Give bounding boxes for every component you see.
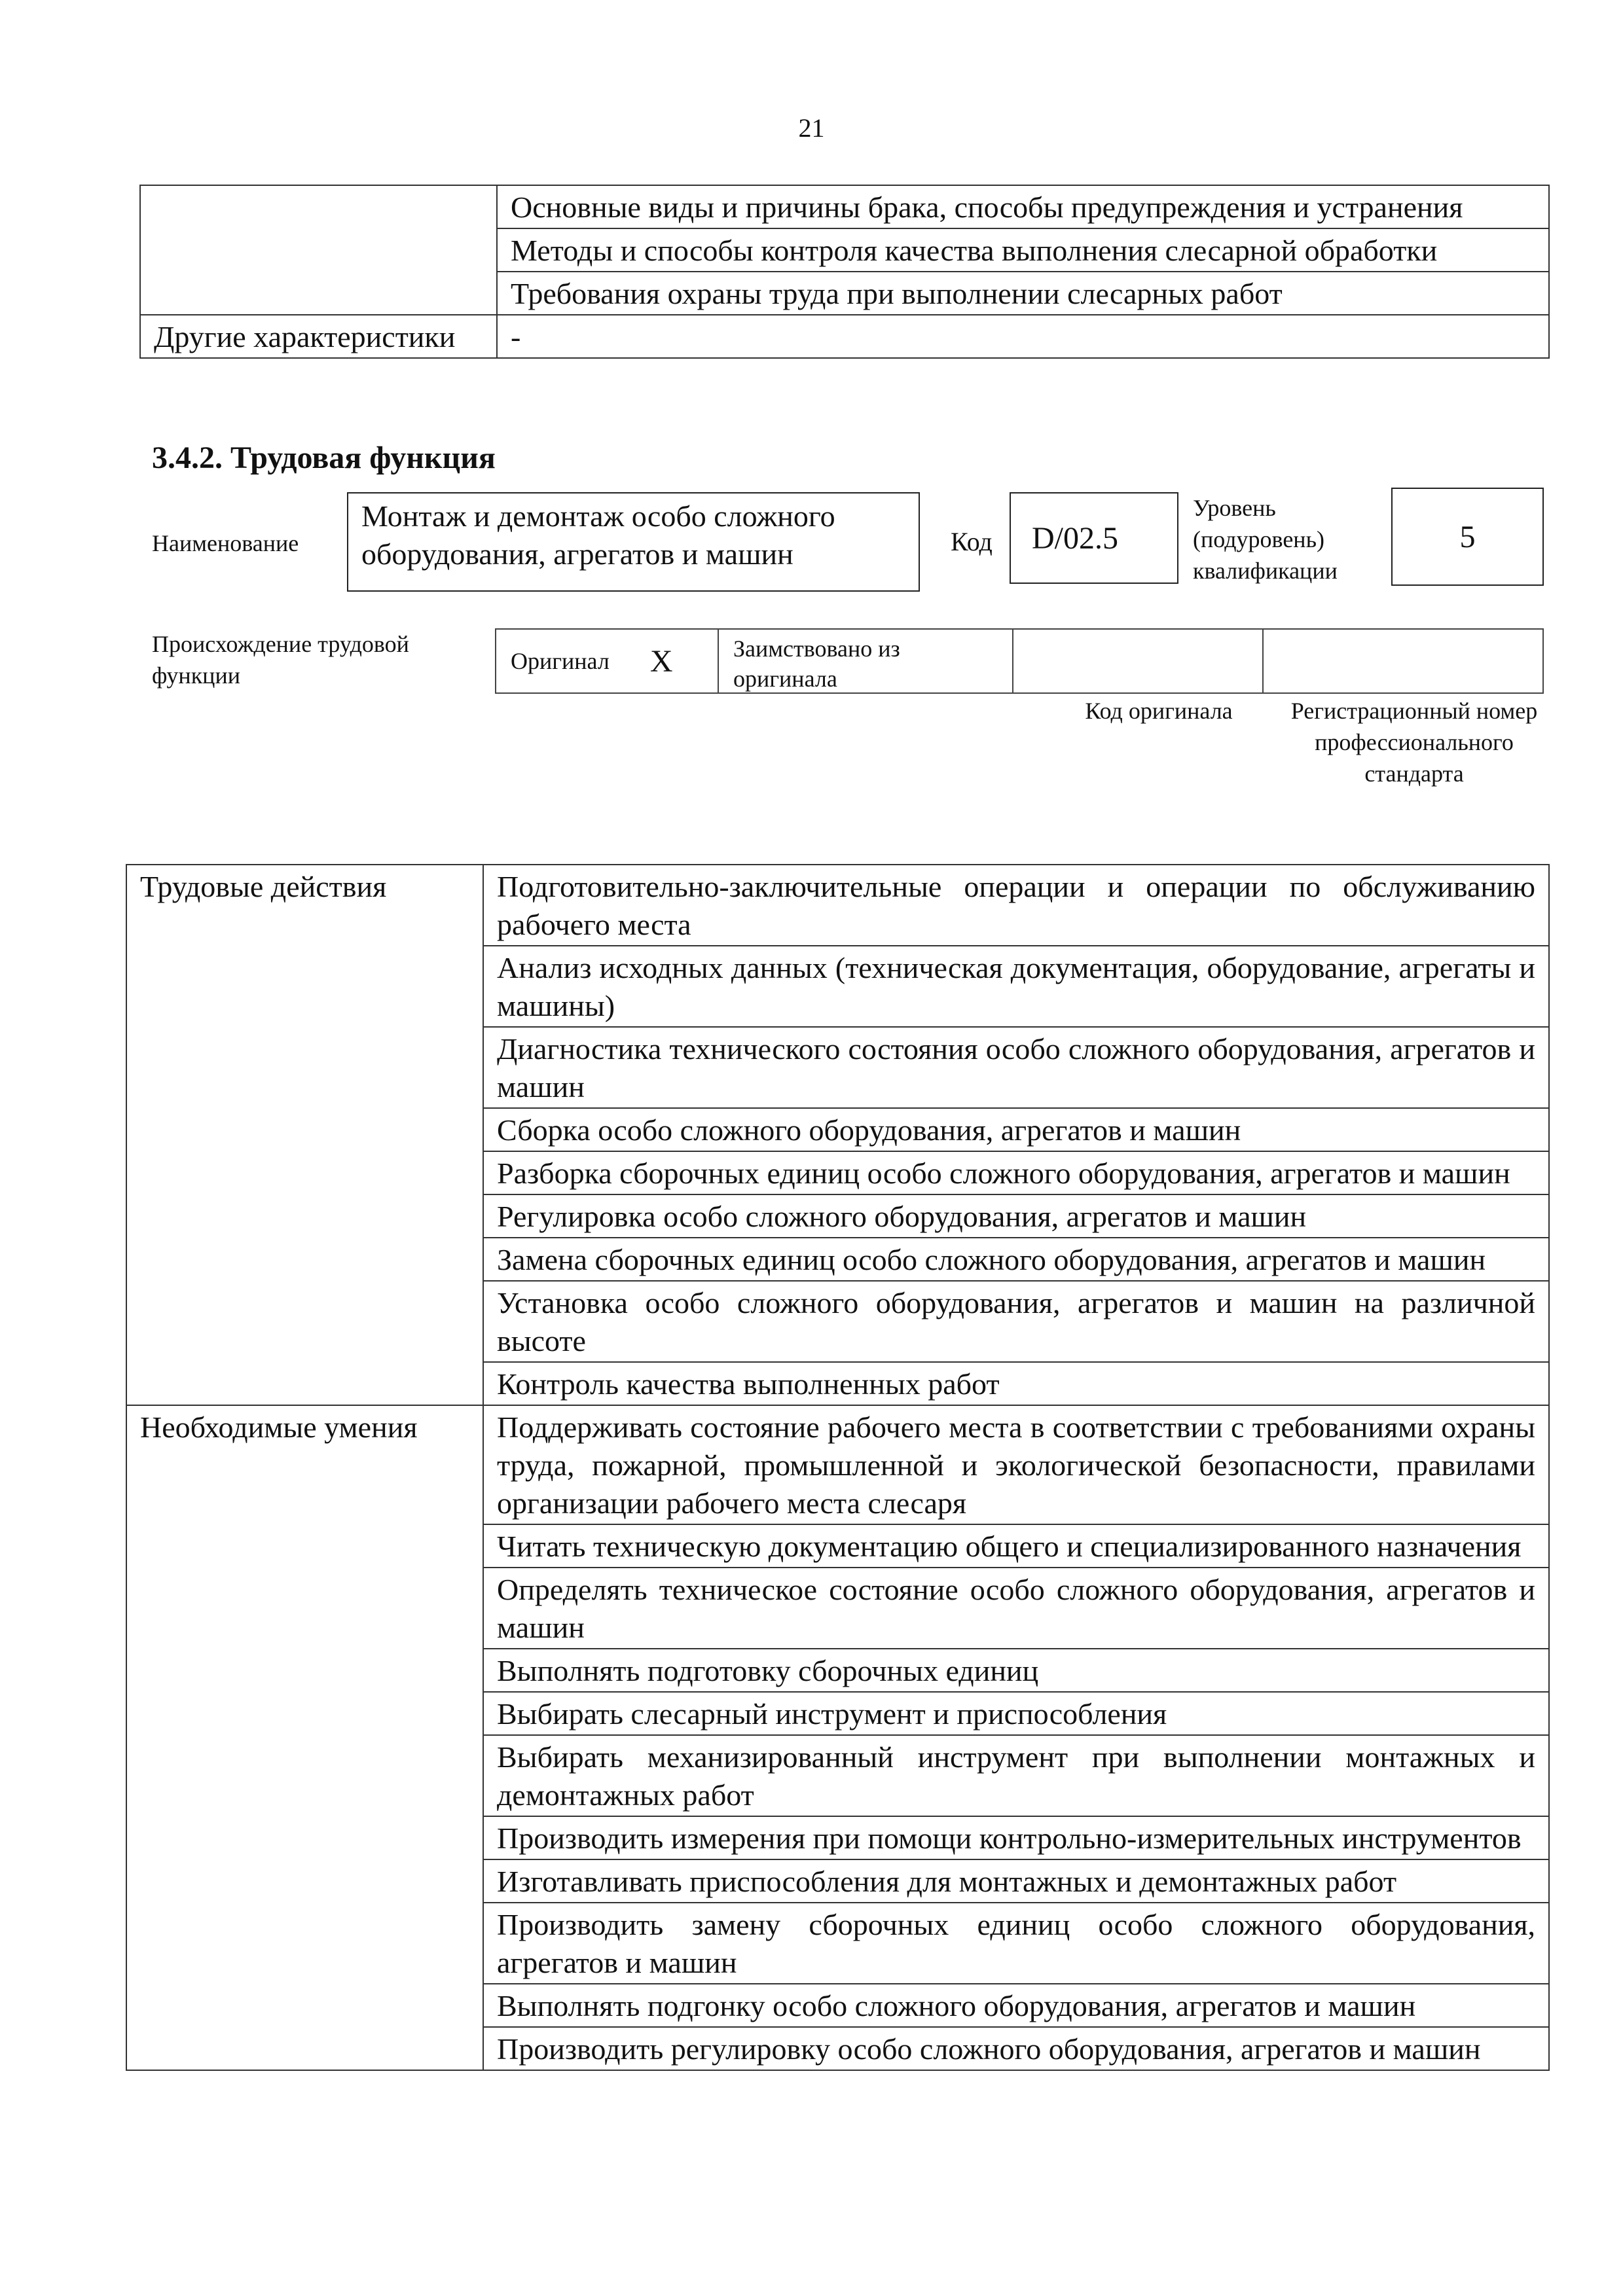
action-row: Контроль качества выполненных работ (483, 1362, 1549, 1405)
skills-label: Необходимые умения (126, 1405, 483, 2070)
origin-table (495, 628, 1544, 694)
skill-row: Выполнять подготовку сборочных единиц (483, 1649, 1549, 1692)
code-value-box (1010, 492, 1178, 584)
page-number: 21 (798, 113, 825, 143)
original-label: Оригинал (511, 648, 610, 674)
skill-row: Поддерживать состояние рабочего места в соответствии с требованиями охраны труда, пожарной, промышленной и экологической безопасности, правилами организации рабочего места слесаря (483, 1405, 1549, 1524)
other-characteristics-value: - (497, 315, 1549, 358)
original-code-label: Код оригинала (1085, 698, 1233, 724)
level-value-box (1391, 488, 1544, 586)
skill-row: Выполнять подгонку особо сложного оборудования, агрегатов и машин (483, 1984, 1549, 2027)
section-heading: 3.4.2. Трудовая функция (152, 440, 496, 475)
borrowed-label: Заимствовано из оригинала (733, 636, 900, 692)
name-value-box (347, 492, 920, 592)
action-row: Анализ исходных данных (техническая документация, оборудование, агрегаты и машины) (483, 946, 1549, 1027)
action-row: Замена сборочных единиц особо сложного оборудования, агрегатов и машин (483, 1238, 1549, 1281)
top-knowledge-table (139, 185, 1550, 359)
action-row: Сборка особо сложного оборудования, агрегатов и машин (483, 1108, 1549, 1151)
level-value: 5 (1459, 519, 1476, 554)
reg-number-cell (1264, 630, 1542, 692)
code-label: Код (951, 527, 993, 556)
origin-label: Происхождение трудовой функции (152, 631, 409, 689)
knowledge-row: Основные виды и причины брака, способы предупреждения и устранения (497, 185, 1549, 228)
name-value: Монтаж и демонтаж особо сложного оборудования, агрегатов и машин (361, 499, 835, 571)
other-characteristics-label: Другие характеристики (140, 315, 497, 358)
action-row: Диагностика технического состояния особо сложного оборудования, агрегатов и машин (483, 1027, 1549, 1108)
level-label: Уровень (подуровень) квалификации (1193, 495, 1338, 584)
skill-row: Выбирать слесарный инструмент и приспособления (483, 1692, 1549, 1735)
original-code-cell (1013, 630, 1264, 692)
action-row: Регулировка особо сложного оборудования, агрегатов и машин (483, 1194, 1549, 1238)
actions-label: Трудовые действия (126, 865, 483, 1405)
skill-row: Производить измерения при помощи контрольно-измерительных инструментов (483, 1816, 1549, 1859)
action-row: Установка особо сложного оборудования, агрегатов и машин на различной высоте (483, 1281, 1549, 1362)
skill-row: Производить замену сборочных единиц особо сложного оборудования, агрегатов и машин (483, 1903, 1549, 1984)
skill-row: Читать техническую документацию общего и специализированного назначения (483, 1524, 1549, 1568)
skill-row: Производить регулировку особо сложного оборудования, агрегатов и машин (483, 2027, 1549, 2070)
skill-row: Изготавливать приспособления для монтажных и демонтажных работ (483, 1859, 1549, 1903)
labor-function-table (126, 864, 1550, 2071)
original-cell (496, 630, 719, 692)
name-label: Наименование (152, 530, 299, 556)
reg-number-label: Регистрационный номер профессионального стандарта (1290, 698, 1538, 787)
borrowed-cell (719, 630, 1013, 692)
knowledge-row: Методы и способы контроля качества выполнения слесарной обработки (497, 228, 1549, 272)
original-mark: X (649, 643, 673, 679)
code-value: D/02.5 (1032, 520, 1118, 556)
action-row: Разборка сборочных единиц особо сложного оборудования, агрегатов и машин (483, 1151, 1549, 1194)
blank-label-cell (140, 185, 497, 228)
knowledge-row: Требования охраны труда при выполнении слесарных работ (497, 272, 1549, 315)
skill-row: Определять техническое состояние особо сложного оборудования, агрегатов и машин (483, 1568, 1549, 1649)
skill-row: Выбирать механизированный инструмент при выполнении монтажных и демонтажных работ (483, 1735, 1549, 1816)
blank-label-cell (140, 228, 497, 272)
action-row: Подготовительно-заключительные операции и операции по обслуживанию рабочего места (483, 865, 1549, 946)
blank-label-cell (140, 272, 497, 315)
